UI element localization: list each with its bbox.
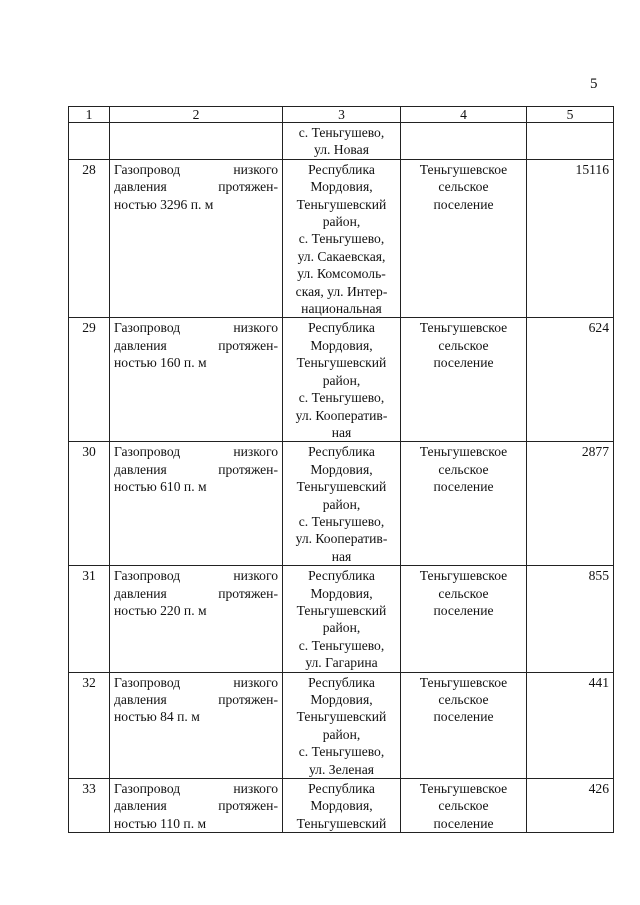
value-cell: 2877 (527, 442, 614, 566)
address-line: Республика (308, 320, 375, 336)
table-row (69, 318, 614, 442)
object-name-word: протяжен- (218, 179, 278, 195)
row-number-cell: 28 (69, 159, 110, 318)
object-name-word: ностью 220 п. м (114, 602, 207, 618)
object-name-word: Газопровод (114, 781, 181, 797)
address-line: ная (331, 548, 352, 564)
object-name-word: низкого (233, 320, 278, 336)
object-name-line (114, 178, 278, 195)
address-line: Теньгушевский (296, 602, 387, 618)
object-name-word: давления (114, 692, 167, 707)
owner-line: поселение (433, 602, 494, 618)
address-cell (283, 672, 401, 778)
row-number-cell: 32 (69, 672, 110, 778)
value-cell: 441 (527, 672, 614, 778)
owner-line: Теньгушевское (419, 320, 508, 336)
object-name-line (114, 337, 278, 354)
address-line: Теньгушевский (296, 355, 387, 371)
address-line: с. Теньгушево, (298, 390, 385, 406)
address-line: район, (322, 214, 361, 230)
address-line: ул. Кооператив- (295, 531, 388, 547)
object-name-word: давления (114, 337, 167, 353)
object-name-word: Газопровод (114, 320, 181, 336)
object-name-word: низкого (233, 781, 278, 797)
object-name-line (114, 815, 278, 832)
property-table (68, 106, 614, 833)
object-name-line (114, 196, 278, 213)
object-name-line (114, 674, 278, 691)
owner-line: сельское (438, 798, 489, 814)
object-name-cell (110, 442, 283, 566)
owner-line: Теньгушевское (419, 444, 508, 460)
owner-line: поселение (433, 709, 494, 725)
owner-cell (401, 318, 527, 442)
object-name-cell (110, 123, 283, 160)
address-line: Мордовия, (310, 337, 373, 353)
owner-line: поселение (433, 196, 494, 212)
row-number-cell: 31 (69, 566, 110, 672)
owner-cell (401, 159, 527, 318)
address-line: Республика (308, 674, 375, 690)
object-name-word: ностью 610 п. м (114, 479, 207, 495)
address-line: Теньгушевский (296, 709, 387, 725)
value-cell: 15116 (527, 159, 614, 318)
object-name-word: ностью 3296 п. м (114, 196, 214, 212)
table-row (69, 159, 614, 318)
owner-cell (401, 442, 527, 566)
column-header: 2 (110, 107, 283, 123)
object-name-cell (110, 566, 283, 672)
table-row (69, 442, 614, 566)
object-name-word: Газопровод (114, 674, 181, 690)
owner-line: Теньгушевское (419, 161, 508, 177)
owner-line: сельское (438, 337, 489, 353)
object-name-word: низкого (233, 161, 278, 177)
address-line: Республика (308, 568, 375, 584)
owner-line: поселение (433, 355, 494, 371)
address-cell (283, 159, 401, 318)
table-row (69, 779, 614, 833)
page-number: 5 (590, 76, 598, 92)
object-name-word: ностью 160 п. м (114, 355, 207, 371)
object-name-word: ностью 84 п. м (114, 709, 200, 725)
object-name-word: протяжен- (218, 585, 278, 601)
address-line: район, (322, 726, 361, 742)
address-line: Мордовия, (310, 692, 373, 707)
address-line: Республика (308, 781, 375, 797)
object-name-line (114, 354, 278, 371)
owner-line: сельское (438, 692, 489, 707)
object-name-word: низкого (233, 568, 278, 584)
owner-cell (401, 672, 527, 778)
address-line: ул. Сакаевская, (297, 248, 386, 264)
object-name-line (114, 478, 278, 495)
address-cell (283, 123, 401, 160)
row-number-cell: 30 (69, 442, 110, 566)
row-number-cell (69, 123, 110, 160)
address-line: район, (322, 496, 361, 512)
object-name-line (114, 161, 278, 178)
object-name-word: Газопровод (114, 444, 181, 460)
object-name-word: Газопровод (114, 568, 181, 584)
owner-line: поселение (433, 815, 494, 831)
address-line: с. Теньгушево, (298, 231, 385, 247)
address-line: национальная (301, 301, 382, 317)
address-line: с. Теньгушево, (298, 125, 385, 140)
address-line: с. Теньгушево, (298, 637, 385, 653)
object-name-line (114, 780, 278, 797)
object-name-cell (110, 159, 283, 318)
object-name-word: протяжен- (218, 798, 278, 814)
address-line: ул. Комсомоль- (297, 266, 386, 282)
owner-line: сельское (438, 585, 489, 601)
address-line: с. Теньгушево, (298, 744, 385, 760)
column-header: 5 (527, 107, 614, 123)
address-line: с. Теньгушево, (298, 513, 385, 529)
object-name-line (114, 691, 278, 708)
address-line: Республика (308, 444, 375, 460)
owner-line: сельское (438, 461, 489, 477)
address-line: ул. Новая (314, 142, 369, 158)
table-row (69, 566, 614, 672)
owner-cell (401, 123, 527, 160)
object-name-line (114, 319, 278, 336)
table-row (69, 123, 614, 160)
address-cell (283, 566, 401, 672)
value-cell: 624 (527, 318, 614, 442)
object-name-line (114, 461, 278, 478)
row-number-cell: 33 (69, 779, 110, 833)
address-line: Теньгушевский (296, 479, 387, 495)
column-header: 1 (69, 107, 110, 123)
table-row (69, 672, 614, 778)
value-cell: 855 (527, 566, 614, 672)
address-line: Теньгушевский (296, 196, 387, 212)
owner-line: поселение (433, 479, 494, 495)
owner-line: Теньгушевское (419, 781, 508, 797)
object-name-word: протяжен- (218, 461, 278, 477)
object-name-word: протяжен- (218, 337, 278, 353)
owner-cell (401, 566, 527, 672)
object-name-word: протяжен- (218, 692, 278, 707)
owner-line: Теньгушевское (419, 674, 508, 690)
object-name-word: Газопровод (114, 161, 181, 177)
object-name-cell (110, 779, 283, 833)
address-line: Мордовия, (310, 798, 373, 814)
address-line: Мордовия, (310, 461, 373, 477)
address-cell (283, 442, 401, 566)
address-cell (283, 779, 401, 833)
object-name-line (114, 602, 278, 619)
value-cell (527, 123, 614, 160)
object-name-word: давления (114, 798, 167, 814)
owner-cell (401, 779, 527, 833)
address-line: ул. Зеленая (308, 761, 374, 777)
address-cell (283, 318, 401, 442)
address-line: Теньгушевский (296, 815, 387, 831)
address-line: ул. Гагарина (305, 655, 378, 671)
object-name-word: давления (114, 585, 167, 601)
table-header-row (69, 107, 614, 123)
property-table-body (69, 107, 614, 833)
address-line: ская, ул. Интер- (295, 283, 388, 299)
object-name-word: давления (114, 179, 167, 195)
object-name-word: низкого (233, 444, 278, 460)
object-name-line (114, 585, 278, 602)
row-number-cell: 29 (69, 318, 110, 442)
address-line: район, (322, 620, 361, 636)
value-cell: 426 (527, 779, 614, 833)
address-line: Мордовия, (310, 179, 373, 195)
object-name-line (114, 443, 278, 460)
column-header: 4 (401, 107, 527, 123)
address-line: ная (331, 424, 352, 440)
object-name-cell (110, 672, 283, 778)
owner-line: сельское (438, 179, 489, 195)
address-line: район, (322, 372, 361, 388)
address-line: Республика (308, 161, 375, 177)
object-name-word: ностью 110 п. м (114, 815, 207, 831)
object-name-line (114, 797, 278, 814)
object-name-line (114, 708, 278, 725)
column-header: 3 (283, 107, 401, 123)
address-line: Мордовия, (310, 585, 373, 601)
owner-line: Теньгушевское (419, 568, 508, 584)
object-name-line (114, 567, 278, 584)
object-name-cell (110, 318, 283, 442)
address-line: ул. Кооператив- (295, 407, 388, 423)
object-name-word: низкого (233, 674, 278, 690)
object-name-word: давления (114, 461, 167, 477)
